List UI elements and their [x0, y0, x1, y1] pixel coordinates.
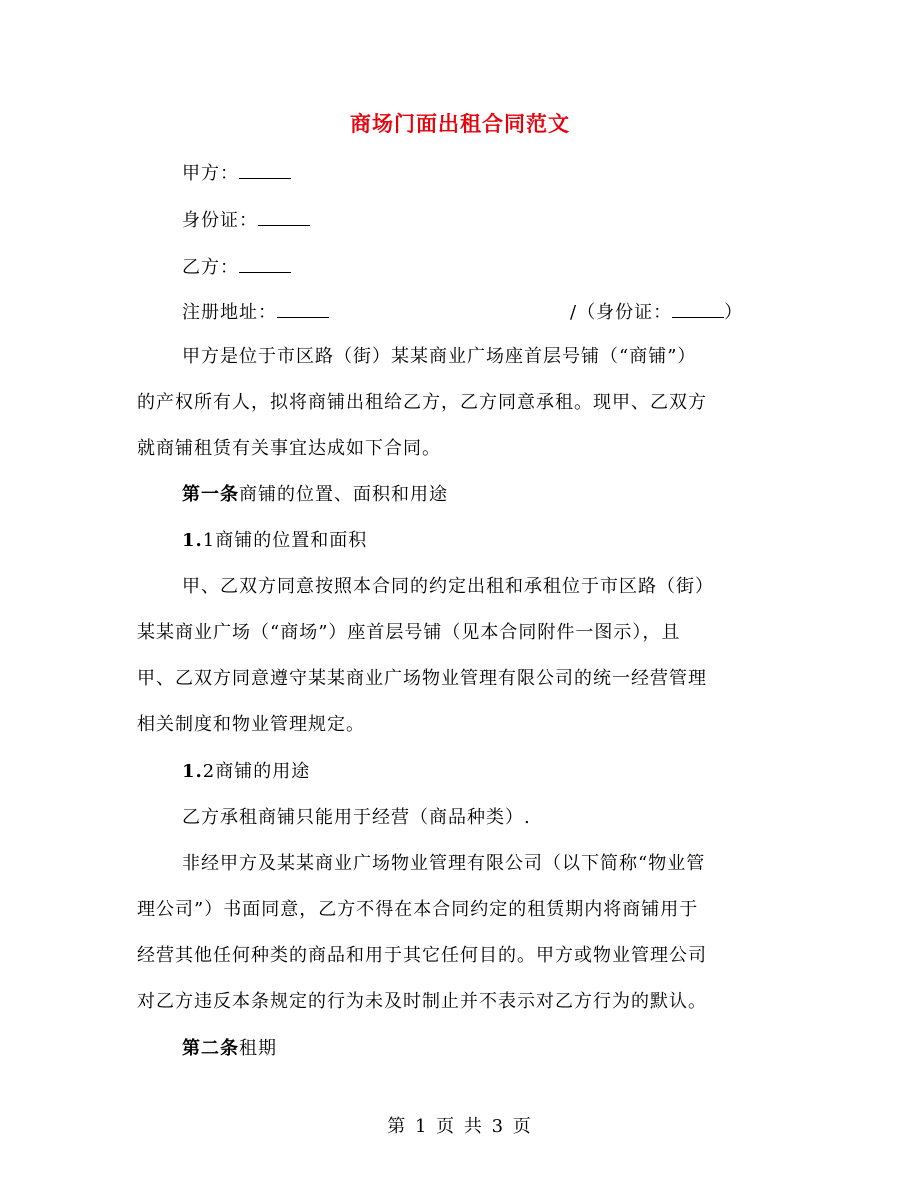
party-b-id-label: /（身份证：	[570, 302, 673, 323]
article-1-title: 商铺的位置、面积和用途	[239, 484, 448, 505]
party-b-id-close: ）	[724, 302, 744, 323]
para-1-2a: 乙方承租商铺只能用于经营（商品种类）.	[182, 807, 531, 828]
para-1-1-line-4: 相关制度和物业管理规定。	[137, 714, 365, 735]
party-b-label: 乙方：	[182, 257, 239, 278]
para-1-2b-line-3: 经营其他任何种类的商品和用于其它任何目的。甲方或物业管理公司	[137, 945, 707, 966]
section-1-2-title: 2商铺的用途	[202, 761, 311, 782]
section-1-2-heading	[182, 760, 822, 784]
page-footer: 第 1 页 共 3 页	[387, 1116, 533, 1137]
para-1-1-line-1: 甲、乙双方同意按照本合同的约定出租和承租位于市区路（街）	[182, 576, 714, 597]
party-b-id-field	[570, 299, 770, 325]
article-1-heading	[182, 483, 822, 507]
intro-line-1: 甲方是位于市区路（街）某某商业广场座首层号铺（“商铺”）	[182, 346, 697, 367]
party-a-blank	[239, 160, 291, 179]
id-card-blank	[258, 207, 310, 226]
party-b-field	[182, 254, 822, 280]
reg-address-label: 注册地址：	[182, 302, 277, 323]
intro-line-3: 就商铺租赁有关事宜达成如下合同。	[137, 438, 441, 459]
para-1-1-line-2: 某某商业广场（“商场”）座首层号铺（见本合同附件一图示），且	[137, 622, 681, 643]
id-card-field	[182, 207, 822, 233]
article-1-label: 第一条	[182, 484, 239, 505]
reg-address-blank	[277, 299, 329, 318]
section-1-1-heading	[182, 529, 822, 553]
article-2-title: 租期	[239, 1038, 277, 1059]
article-2-heading	[182, 1037, 822, 1061]
party-b-id-blank	[672, 299, 724, 318]
document-title: 商场门面出租合同范文	[350, 111, 570, 136]
party-b-blank	[239, 254, 291, 273]
party-a-label: 甲方：	[182, 163, 239, 184]
intro-line-2: 的产权所有人，拟将商铺出租给乙方，乙方同意承租。现甲、乙双方	[137, 392, 707, 413]
section-1-1-num: 1.	[182, 530, 203, 551]
para-1-2b-line-1: 非经甲方及某某商业广场物业管理有限公司（以下简称“物业管	[182, 853, 706, 874]
para-1-1-line-3: 甲、乙双方同意遵守某某商业广场物业管理有限公司的统一经营管理	[137, 668, 707, 689]
para-1-2b-line-2: 理公司”）书面同意，乙方不得在本合同约定的租赁期内将商铺用于	[137, 899, 699, 920]
para-1-2b-line-4: 对乙方违反本条规定的行为未及时制止并不表示对乙方行为的默认。	[137, 991, 707, 1012]
article-2-label: 第二条	[182, 1038, 239, 1059]
section-1-2-num: 1.	[182, 761, 203, 782]
party-a-field	[182, 160, 822, 186]
section-1-1-title: 1商铺的位置和面积	[202, 530, 368, 551]
id-card-label: 身份证：	[182, 210, 258, 231]
